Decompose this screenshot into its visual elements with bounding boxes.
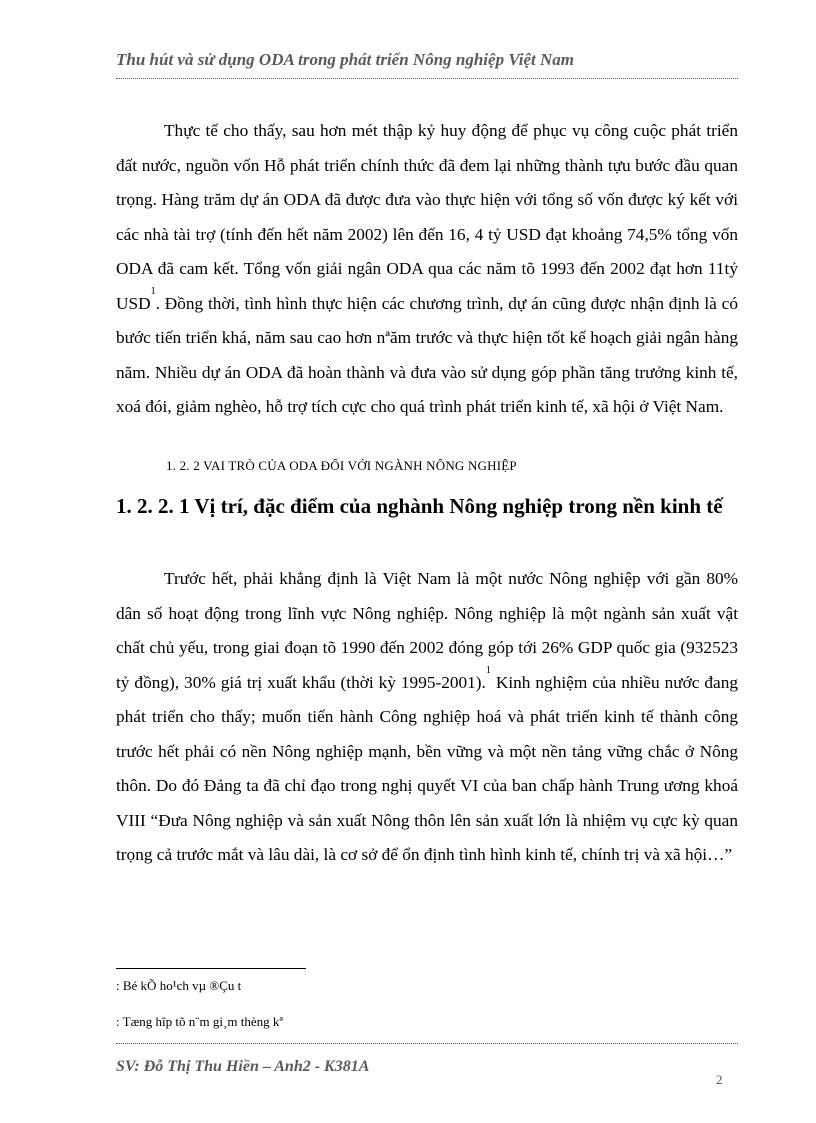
footnote-2: : Tæng hîp tõ n¨m gi¸m thèng kª xyxy=(116,1014,283,1029)
footnote-ref-1: 1 xyxy=(150,285,156,297)
footer-rule xyxy=(116,1043,738,1044)
subsection-heading: 1. 2. 2. 1 Vị trí, đặc điểm của nghành Nông nghiệp trong nền kinh tế xyxy=(116,494,723,518)
footnote-separator xyxy=(116,968,306,969)
page-number: 2 xyxy=(716,1072,723,1087)
paragraph-1 xyxy=(116,114,738,425)
paragraph-2 xyxy=(116,562,738,873)
section-heading: 1. 2. 2 VAI TRÒ CỦA ODA ĐỐI VỚI NGÀNH NÔNG NGHIỆP xyxy=(166,458,517,473)
paragraph-2-text: Trước hết, phải khẳng định là Việt Nam là một nước Nông nghiệp với gần 80% dân số hoạt động trong lĩnh vực Nông nghiệp. Nông nghiệp là một ngành sản xuất vật chất chủ yếu, trong giai đoạn tõ 1990 đến 2002 đóng góp tới 26% GDP quốc gia (932523 tỷ đồng), 30% giá trị xuất khẩu (thời kỳ 1995-2001). xyxy=(116,569,738,692)
footnote-ref-2: 1 xyxy=(485,664,491,676)
running-header: Thu hút và sử dụng ODA trong phát triển Nông nghiệp Việt Nam xyxy=(116,50,574,69)
footer-author: SV: Đỗ Thị Thu Hiền – Anh2 - K381A xyxy=(116,1058,370,1075)
header-rule xyxy=(116,78,738,79)
paragraph-1-text-cont: . Đồng thời, tình hình thực hiện các chương trình, dự án cũng được nhận định là có bước tiến triển khá, năm sau cao hơn nªăm trước và thực hiện tốt kế hoạch giải ngân hàng năm. Nhiều dự án ODA đã hoàn thành và đưa vào sử dụng góp phần tăng trưởng kinh tế, xoá đói, giảm nghèo, hỗ trợ tích cực cho quá trình phát triển kinh tế, xã hội ở Việt Nam. xyxy=(116,293,738,416)
footnote-1: : Bé kÕ ho¹ch vµ ®Çu t xyxy=(116,978,242,993)
paragraph-1-text: Thực tế cho thấy, sau hơn mét thập kỷ huy động để phục vụ công cuộc phát triển đất nước, nguồn vốn Hỗ phát triển chính thức đã đem lại những thành tựu bước đầu quan trọng. Hàng trăm dự án ODA đã được đưa vào thực hiện với tổng số vốn được ký kết với các nhà tài trợ (tính đến hết năm 2002) lên đến 16, 4 tỷ USD đạt khoảng 74,5% tổng vốn ODA đã cam kết. Tổng vốn giải ngân ODA qua các năm tõ 1993 đến 2002 đạt hơn 11tỷ USD xyxy=(116,121,738,313)
paragraph-2-text-cont: Kinh nghiệm của nhiều nước đang phát triển cho thấy; muốn tiến hành Công nghiệp hoá và phát triển kinh tế thành công trước hết phải có nền Nông nghiệp mạnh, bền vững và một nền tảng vững chắc ở Nông thôn. Do đó Đảng ta đã chỉ đạo trong nghị quyết VI của ban chấp hành Trung ương khoá VIII “Đưa Nông nghiệp và sản xuất Nông thôn lên sản xuất lớn là nhiệm vụ cực kỳ quan trọng cả trước mắt và lâu dài, là cơ sở để ổn định tình hình kinh tế, chính trị và xã hội…” xyxy=(116,672,739,864)
